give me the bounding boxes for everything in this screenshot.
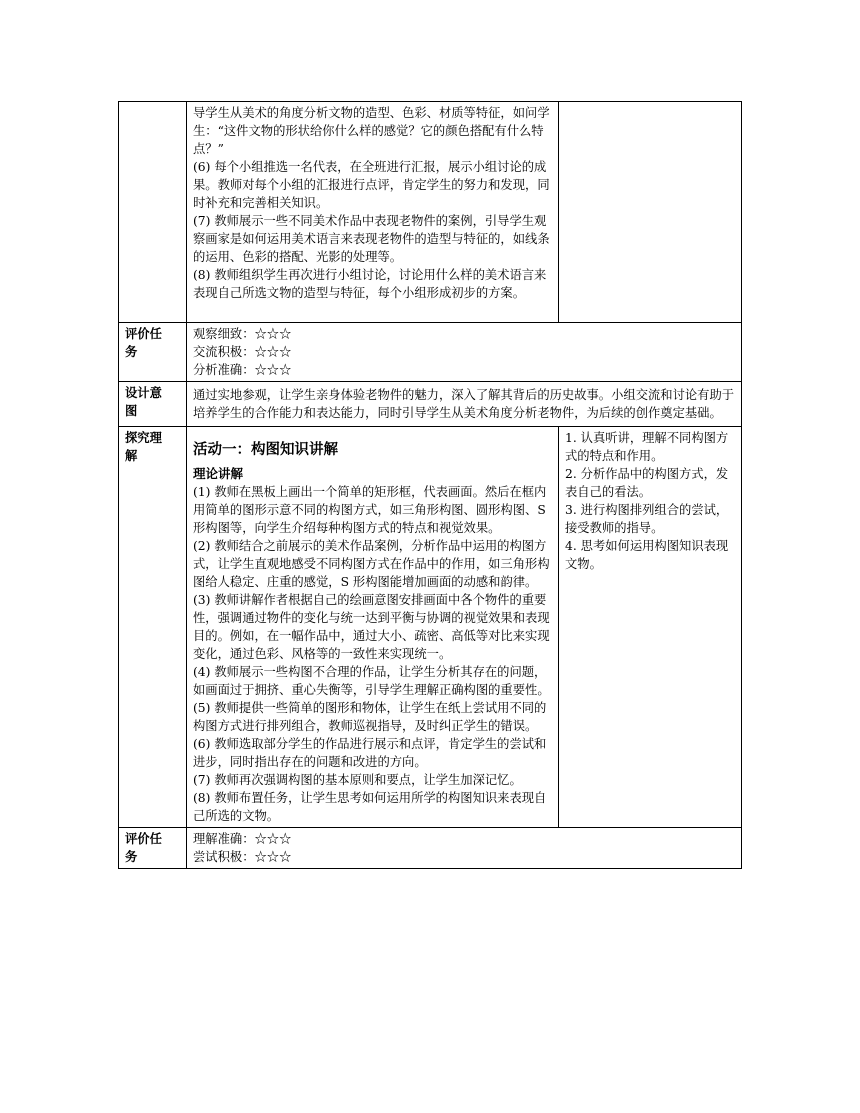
label-line: 解 — [125, 449, 138, 463]
evaluation-label — [119, 828, 187, 869]
paragraph: (8) 教师组织学生再次进行小组讨论，讨论用什么样的美术语言来表现自己所选文物的造型与特征，每个小组形成初步的方案。 — [193, 268, 547, 300]
row-evaluation-1 — [119, 323, 742, 382]
teacher-activity-cell — [187, 102, 559, 323]
label-line: 务 — [125, 850, 138, 864]
paragraph: (1) 教师在黑板上画出一个简单的矩形框，代表画面。然后在框内用简单的图形示意不同的构图方式，如三角形构图、圆形构图、S 形构图等，向学生介绍每种构图方式的特点和视觉效果。 — [193, 485, 547, 535]
paragraph: (3) 教师讲解作者根据自己的绘画意图安排画面中各个物件的重要性，强调通过物件的变化与统一达到平衡与协调的视觉效果和表现目的。例如，在一幅作品中，通过大小、疏密、高低等对比来实现变化，通过色彩、风格等的一致性来实现统一。 — [193, 593, 550, 661]
design-intent-label — [119, 382, 187, 427]
evaluation-items — [187, 828, 742, 869]
paragraph: (6) 教师选取部分学生的作品进行展示和点评，肯定学生的尝试和进步，同时指出存在的问题和改进的方向。 — [193, 737, 547, 769]
explore-label — [119, 427, 187, 828]
row-design-intent — [119, 382, 742, 427]
label-line: 探究理 — [125, 431, 162, 445]
student-activity-cell — [559, 102, 742, 323]
evaluation-label — [119, 323, 187, 382]
section-subtitle: 理论讲解 — [193, 466, 244, 481]
paragraph: (5) 教师提供一些简单的图形和物体，让学生在纸上尝试用不同的构图方式进行排列组合，教师巡视指导，及时纠正学生的错误。 — [193, 701, 547, 733]
evaluation-item: 尝试积极：☆☆☆ — [193, 850, 292, 864]
evaluation-items — [187, 323, 742, 382]
row-evaluation-2 — [119, 828, 742, 869]
row-explore — [119, 427, 742, 828]
label-line: 评价任 — [125, 327, 162, 341]
paragraph: (6) 每个小组推选一名代表，在全班进行汇报，展示小组讨论的成果。教师对每个小组的汇报进行点评，肯定学生的努力和发现，同时补充和完善相关知识。 — [193, 160, 550, 210]
paragraph: (4) 教师展示一些构图不合理的作品，让学生分析其存在的问题，如画面过于拥挤、重心失衡等，引导学生理解正确构图的重要性。 — [193, 665, 550, 697]
label-line: 评价任 — [125, 832, 162, 846]
activity-title: 活动一：构图知识讲解 — [193, 442, 338, 458]
paragraph: (2) 教师结合之前展示的美术作品案例，分析作品中运用的构图方式，让学生直观地感受不同构图方式在作品中的作用，如三角形构图给人稳定、庄重的感觉，S 形构图能增加画面的动感和韵律。 — [193, 539, 550, 589]
evaluation-item: 分析准确：☆☆☆ — [193, 363, 292, 377]
lesson-plan-table — [118, 101, 742, 869]
student-item: 1. 认真听讲，理解不同构图方式的特点和作用。 — [565, 431, 729, 463]
design-intent-text: 通过实地参观，让学生亲身体验老物件的魅力，深入了解其背后的历史故事。小组交流和讨论有助于培养学生的合作能力和表达能力，同时引导学生从美术角度分析老物件，为后续的创作奠定基础。 — [187, 382, 742, 427]
evaluation-item: 理解准确：☆☆☆ — [193, 832, 292, 846]
paragraph: (7) 教师展示一些不同美术作品中表现老物件的案例，引导学生观察画家是如何运用美术语言来表现老物件的造型与特征的，如线条的运用、色彩的搭配、光影的处理等。 — [193, 214, 550, 264]
student-item: 3. 进行构图排列组合的尝试，接受教师的指导。 — [565, 503, 729, 535]
explore-student-cell — [559, 427, 742, 828]
evaluation-item: 交流积极：☆☆☆ — [193, 345, 292, 359]
paragraph: (7) 教师再次强调构图的基本原则和要点，让学生加深记忆。 — [193, 773, 522, 787]
label-line: 图 — [125, 404, 138, 418]
paragraph: (8) 教师布置任务，让学生思考如何运用所学的构图知识来表现自己所选的文物。 — [193, 791, 547, 823]
student-item: 2. 分析作品中的构图方式，发表自己的看法。 — [565, 467, 729, 499]
explore-teacher-cell — [187, 427, 559, 828]
evaluation-item: 观察细致：☆☆☆ — [193, 327, 292, 341]
label-line: 设计意 — [125, 386, 162, 400]
paragraph: 导学生从美术的角度分析文物的造型、色彩、材质等特征，如问学生：“这件文物的形状给你什么样的感觉？它的颜色搭配有什么特点？” — [193, 106, 550, 156]
empty-label-cell — [119, 102, 187, 323]
label-line: 务 — [125, 345, 138, 359]
student-item: 4. 思考如何运用构图知识表现文物。 — [565, 539, 729, 571]
row-activity-continued — [119, 102, 742, 323]
